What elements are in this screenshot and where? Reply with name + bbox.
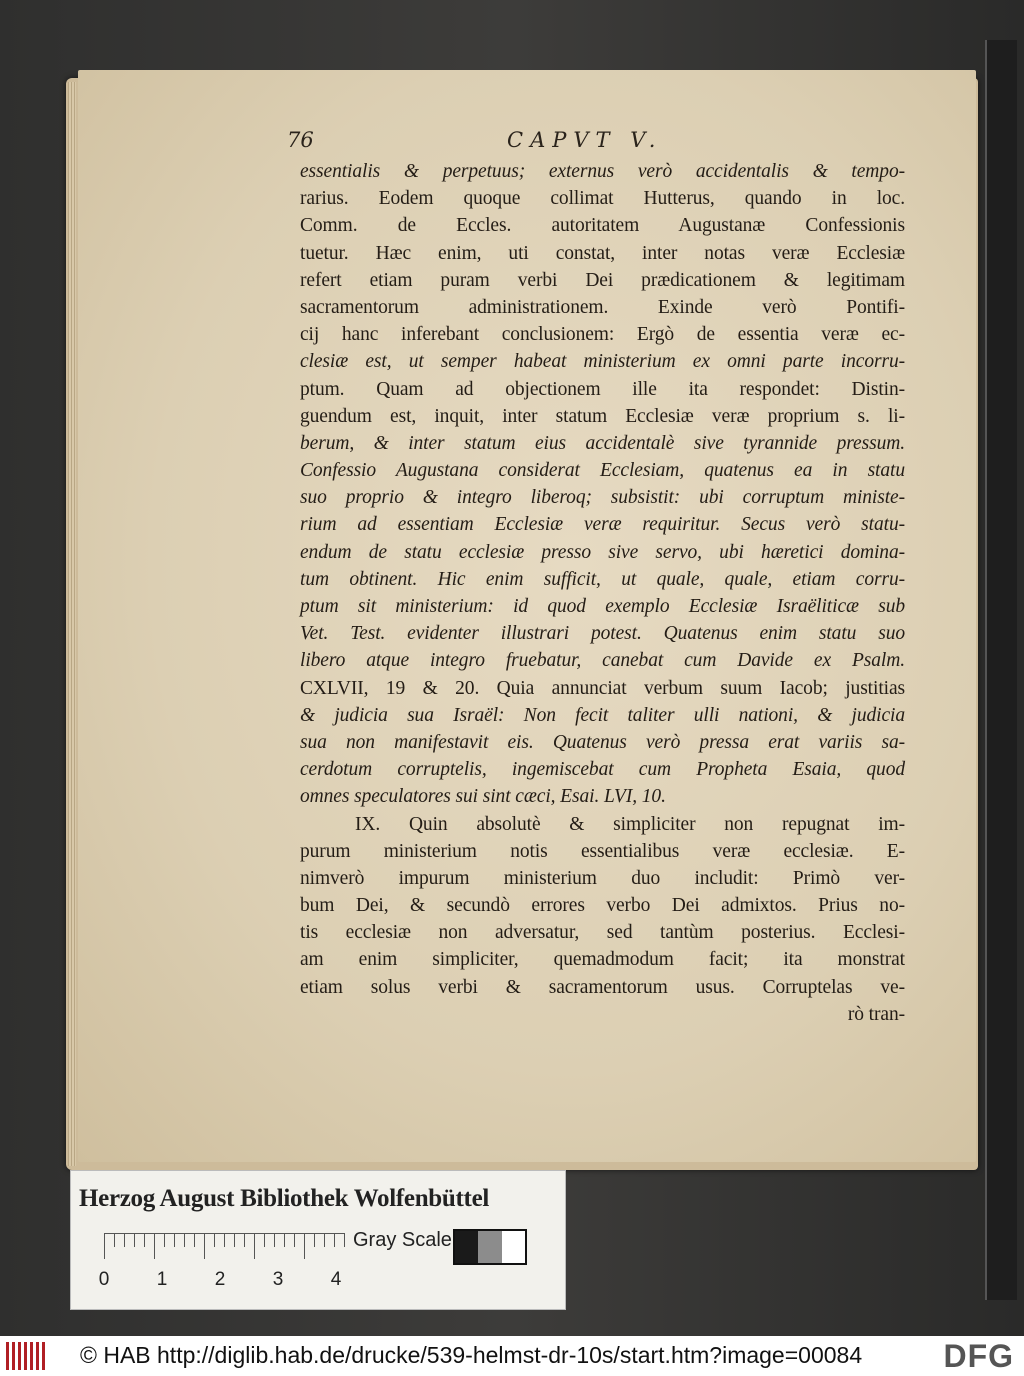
- body-text: [300, 158, 905, 1028]
- text-line: rò tran-: [847, 1003, 905, 1025]
- text-line: berum, & inter statum eius accidentalè sive tyrannide pressum.: [300, 432, 905, 454]
- ruler-tick: [274, 1233, 275, 1247]
- text-line: sua non manifestavit eis. Quatenus verò pressa erat variis sa-: [300, 731, 905, 753]
- text-line: endum de statu ecclesiæ presso sive servo, ubi hæretici domina-: [300, 541, 905, 563]
- text-line: refert etiam puram verbi Dei prædicationem & legitimam: [300, 269, 905, 291]
- ruler-tick: [204, 1233, 205, 1259]
- ruler-label: 3: [272, 1269, 284, 1290]
- ruler-tick: [304, 1233, 305, 1259]
- ruler-tick: [144, 1233, 145, 1247]
- text-line: omnes speculatores sui sint cæci, Esai. LVI, 10.: [300, 786, 666, 808]
- text-line: ptum sit ministerium: id quod exemplo Ecclesiæ Israëliticæ sub: [300, 596, 905, 617]
- text-line: libero atque integro fruebatur, canebat cum Davide ex Psalm.: [300, 650, 905, 672]
- text-line: IX. Quin absolutè & simpliciter non repugnat im-: [355, 813, 905, 835]
- text-line: & judicia sua Israël: Non fecit taliter ulli nationi, & judicia: [300, 704, 905, 726]
- text-line: essentialis & perpetuus; externus verò accidentalis & tempo-: [300, 161, 905, 182]
- ruler-tick: [134, 1233, 135, 1247]
- running-head: [287, 128, 707, 158]
- dfg-logo: DFG: [943, 1338, 1014, 1374]
- text-line: nimverò impurum ministerium duo includit: Primò ver-: [300, 867, 905, 889]
- ruler-tick: [314, 1233, 315, 1247]
- ruler-tick: [344, 1233, 345, 1247]
- text-line: purum ministerium notis essentialibus veræ ecclesiæ. E-: [300, 840, 905, 862]
- ruler: [104, 1233, 356, 1267]
- page-number: 76: [287, 128, 314, 152]
- text-line: ptum. Quam ad objectionem ille ita respondet: Distin-: [300, 378, 905, 400]
- text-line: Comm. de Eccles. autoritatem Augustanæ Confessionis: [300, 215, 905, 237]
- ruler-tick: [184, 1233, 185, 1247]
- ruler-tick: [324, 1233, 325, 1247]
- institution-name: Herzog August Bibliothek Wolfenbüttel: [79, 1185, 490, 1212]
- ruler-tick: [164, 1233, 165, 1247]
- text-line: tuetur. Hæc enim, uti constat, inter notas veræ Ecclesiæ: [300, 242, 905, 264]
- ruler-label: 2: [214, 1269, 226, 1290]
- ruler-tick: [194, 1233, 195, 1247]
- ruler-tick: [294, 1233, 295, 1247]
- chapter-title: CAPVT V.: [507, 128, 663, 152]
- text-line: tis ecclesiæ non adversatur, sed tantùm posterius. Ecclesi-: [300, 922, 905, 944]
- text-line: Vet. Test. evidenter illustrari potest. Quatenus enim statu suo: [300, 623, 905, 645]
- ruler-tick: [224, 1233, 225, 1247]
- text-line: suo proprio & integro liberoq; subsistit: ubi corruptum ministe-: [300, 487, 905, 509]
- text-line: sacramentorum administrationem. Exinde verò Pontifi-: [300, 296, 905, 318]
- gray-patch: [502, 1231, 525, 1263]
- ruler-tick: [174, 1233, 175, 1247]
- text-line: cerdotum corruptelis, ingemiscebat cum Propheta Esaia, quod: [300, 759, 905, 781]
- gray-scale-patches: [453, 1229, 527, 1265]
- ruler-tick: [254, 1233, 255, 1259]
- ruler-tick: [284, 1233, 285, 1247]
- text-line: etiam solus verbi & sacramentorum usus. Corruptelas ve-: [300, 976, 905, 998]
- text-line: rarius. Eodem quoque collimat Hutterus, quando in loc.: [300, 188, 905, 210]
- footer-bar: [0, 1336, 1024, 1376]
- hab-logo-icon: [6, 1342, 48, 1370]
- text-line: guendum est, inquit, inter statum Ecclesiæ veræ proprium s. li-: [300, 405, 905, 427]
- ruler-tick: [334, 1233, 335, 1247]
- gray-patch: [455, 1231, 478, 1263]
- ruler-tick: [264, 1233, 265, 1247]
- text-line: tum obtinent. Hic enim sufficit, ut quale, quale, etiam corru-: [300, 568, 905, 590]
- book-cover-edge: [985, 40, 1017, 1300]
- text-line: Confessio Augustana considerat Ecclesiam, quatenus ea in statu: [300, 460, 905, 482]
- ruler-tick: [104, 1233, 105, 1259]
- ruler-tick: [114, 1233, 115, 1247]
- text-line: clesiæ est, ut semper habeat ministerium ex omni parte incorru-: [300, 351, 905, 373]
- ruler-label: 1: [156, 1269, 168, 1290]
- ruler-tick: [154, 1233, 155, 1259]
- gray-scale-label: Gray Scale: [353, 1229, 452, 1251]
- ruler-tick: [214, 1233, 215, 1247]
- color-reference-strip: [70, 1170, 566, 1310]
- text-line: CXLVII, 19 & 20. Quia annunciat verbum suum Iacob; justitias: [300, 677, 905, 699]
- ruler-label: 4: [330, 1269, 342, 1290]
- ruler-tick: [234, 1233, 235, 1247]
- footer-credit[interactable]: © HAB http://diglib.hab.de/drucke/539-helmst-dr-10s/start.htm?image=00084: [80, 1342, 863, 1368]
- text-line: bum Dei, & secundò errores verbo Dei admixtos. Prius no-: [300, 895, 905, 917]
- text-line: rium ad essentiam Ecclesiæ veræ requiritur. Secus verò statu-: [300, 514, 905, 536]
- text-line: cij hanc inferebant conclusionem: Ergò de essentia veræ ec-: [300, 324, 905, 346]
- gray-patch: [478, 1231, 501, 1263]
- ruler-label: 0: [98, 1269, 110, 1290]
- text-line: am enim simpliciter, quemadmodum facit; ita monstrat: [300, 949, 905, 971]
- ruler-tick: [124, 1233, 125, 1247]
- ruler-tick: [244, 1233, 245, 1247]
